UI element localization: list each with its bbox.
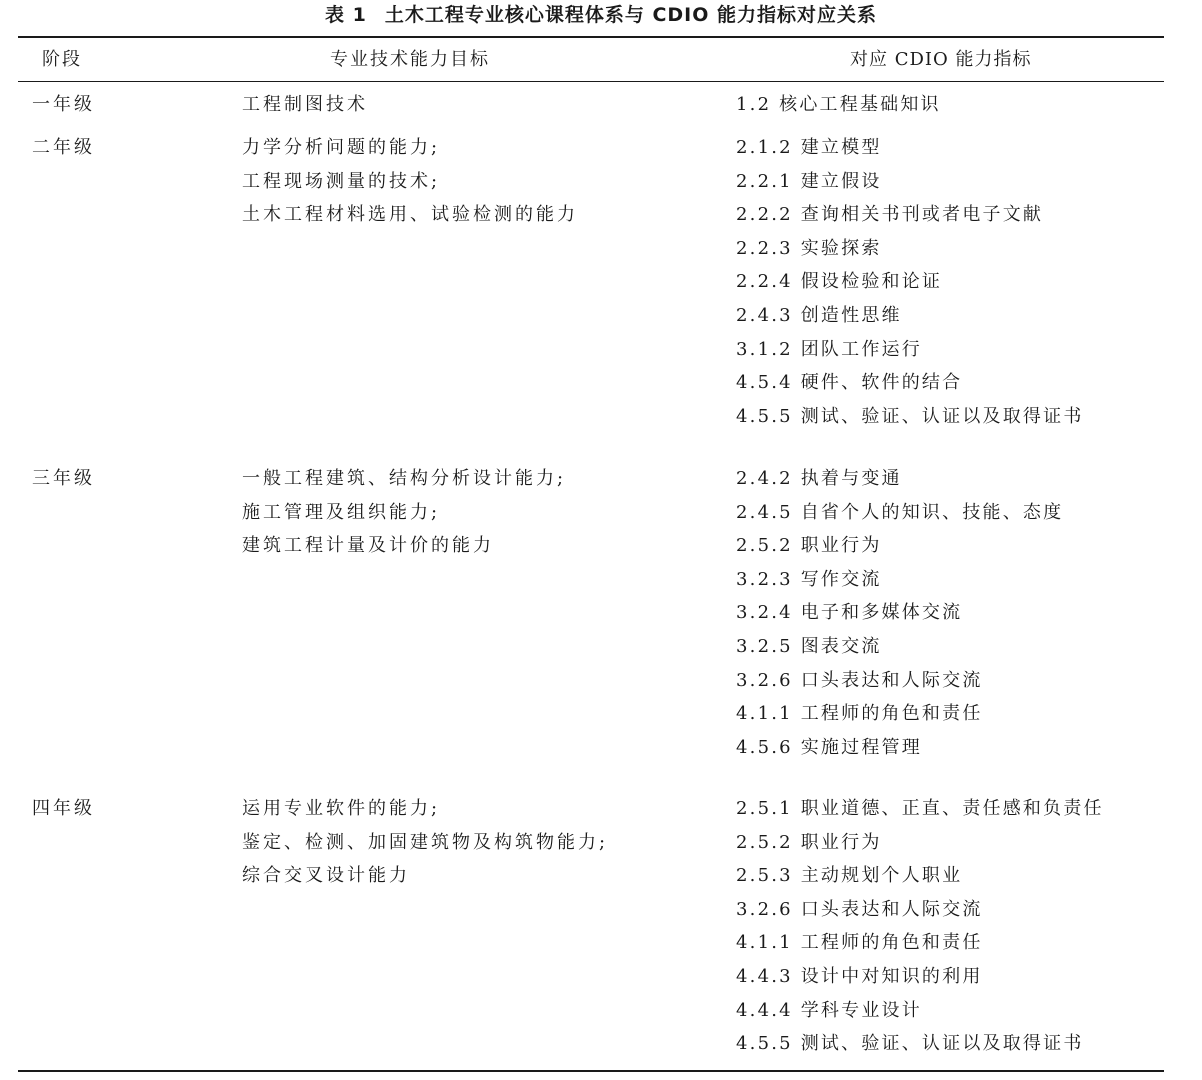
goal-item: 土木工程材料选用、试验检测的能力: [242, 204, 578, 226]
indicator-item: 2.5.1 职业道德、正直、责任感和负责任: [736, 798, 1104, 819]
goals-cell: [242, 88, 368, 122]
indicator-item: 2.2.4 假设检验和论证: [736, 271, 943, 293]
indicator-item: 2.2.3 实验探索: [736, 237, 882, 259]
indicator-item: 2.2.1 建立假设: [736, 170, 882, 192]
indicator-item: 3.2.4 电子和多媒体交流: [736, 602, 963, 624]
grade-cell: 三年级: [32, 468, 95, 489]
header-indicators: 对应 CDIO 能力指标: [850, 49, 1032, 70]
indicator-item: 2.4.5 自省个人的知识、技能、态度: [736, 501, 1064, 523]
goal-item: 建筑工程计量及计价的能力: [242, 535, 494, 557]
bottom-rule: [18, 1070, 1164, 1072]
indicator-item: 4.4.4 学科专业设计: [736, 999, 922, 1021]
goals-cell: [242, 131, 578, 232]
indicators-cell: [736, 792, 1104, 1061]
indicator-item: 2.4.3 创造性思维: [736, 304, 902, 326]
indicator-item: 3.2.6 口头表达和人际交流: [736, 898, 983, 920]
indicator-item: 2.5.3 主动规划个人职业: [736, 865, 963, 887]
indicator-item: 2.4.2 执着与变通: [736, 468, 902, 489]
indicator-item: 2.1.2 建立模型: [736, 137, 882, 158]
goal-item: 施工管理及组织能力;: [242, 501, 441, 523]
indicator-item: 4.5.6 实施过程管理: [736, 736, 922, 758]
grade-cell: 二年级: [32, 137, 95, 158]
table-title: 土木工程专业核心课程体系与 CDIO 能力指标对应关系: [384, 4, 877, 26]
indicator-item: 3.1.2 团队工作运行: [736, 338, 922, 360]
header-rule: [18, 81, 1164, 82]
goal-item: 工程制图技术: [242, 94, 368, 115]
indicator-item: 4.1.1 工程师的角色和责任: [736, 703, 983, 725]
grade-cell: 一年级: [32, 94, 95, 115]
goals-cell: [242, 792, 608, 893]
goals-cell: [242, 462, 566, 563]
goal-item: 一般工程建筑、结构分析设计能力;: [242, 468, 567, 489]
indicator-item: 2.5.2 职业行为: [736, 535, 882, 557]
header-stage: 阶段: [42, 49, 82, 70]
indicator-item: 3.2.6 口头表达和人际交流: [736, 669, 983, 691]
goal-item: 运用专业软件的能力;: [242, 798, 441, 819]
indicator-item: 4.4.3 设计中对知识的利用: [736, 965, 983, 987]
goal-item: 力学分析问题的能力;: [242, 137, 441, 158]
indicators-cell: [736, 88, 941, 122]
top-rule: [18, 36, 1164, 38]
indicators-cell: [736, 462, 1063, 764]
header-goals: 专业技术能力目标: [330, 49, 490, 70]
goal-item: 综合交叉设计能力: [242, 865, 410, 887]
goal-item: 鉴定、检测、加固建筑物及构筑物能力;: [242, 831, 609, 853]
indicator-item: 4.1.1 工程师的角色和责任: [736, 932, 983, 954]
indicator-item: 1.2 核心工程基础知识: [736, 94, 941, 115]
indicator-item: 4.5.4 硬件、软件的结合: [736, 372, 963, 394]
indicator-item: 4.5.5 测试、验证、认证以及取得证书: [736, 1033, 1084, 1055]
indicator-item: 3.2.5 图表交流: [736, 635, 882, 657]
indicators-cell: [736, 131, 1084, 433]
indicator-item: 2.5.2 职业行为: [736, 831, 882, 853]
indicator-item: 2.2.2 查询相关书刊或者电子文献: [736, 204, 1044, 226]
indicator-item: 4.5.5 测试、验证、认证以及取得证书: [736, 405, 1084, 427]
table-caption: [0, 2, 1202, 28]
table-number: 表 1: [324, 4, 367, 26]
goal-item: 工程现场测量的技术;: [242, 170, 441, 192]
indicator-item: 3.2.3 写作交流: [736, 568, 882, 590]
grade-cell: 四年级: [32, 798, 95, 819]
